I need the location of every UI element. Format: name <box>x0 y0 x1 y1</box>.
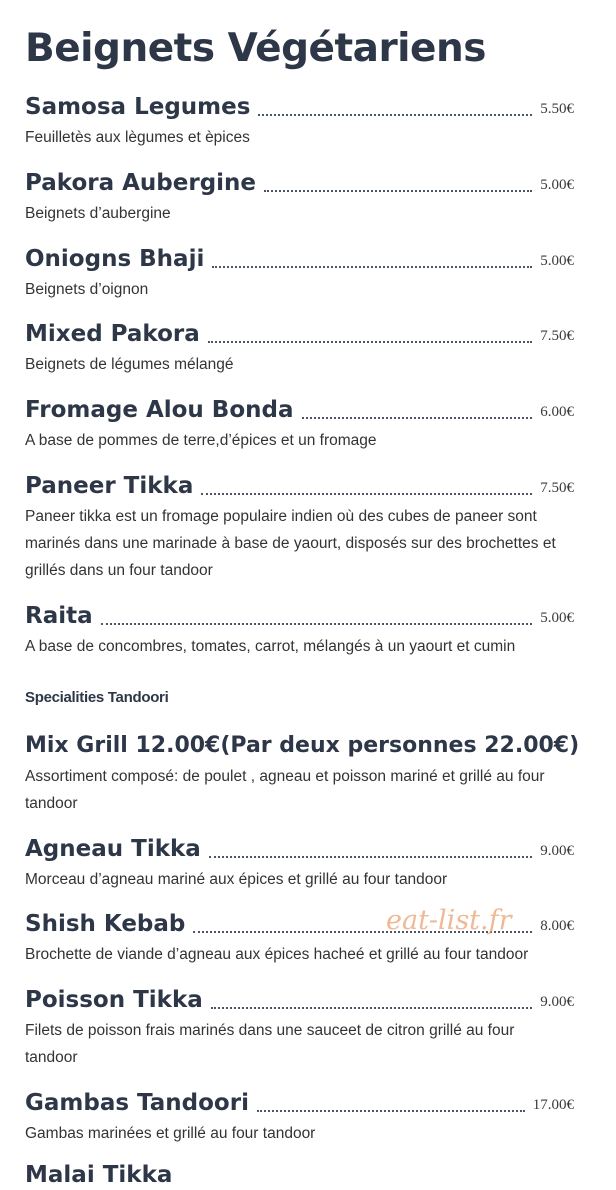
dot-leader <box>209 856 532 858</box>
dot-leader <box>257 1110 525 1112</box>
item-name: Agneau Tikka <box>25 836 201 862</box>
item-price: 5.00€ <box>540 610 574 626</box>
item-price: 5.00€ <box>540 253 574 269</box>
item-price: 9.00€ <box>540 843 574 859</box>
menu-item <box>25 395 574 454</box>
dot-leader <box>208 341 532 343</box>
item-price: 8.00€ <box>540 918 574 934</box>
menu-item <box>25 731 580 817</box>
item-price: 9.00€ <box>540 994 574 1010</box>
item-name: Fromage Alou Bonda <box>25 397 294 423</box>
menu-item <box>25 834 574 893</box>
item-price: 17.00€ <box>532 1097 574 1113</box>
menu-item <box>25 319 574 378</box>
item-description: Gambas marinées et grillé au four tandoor <box>25 1125 316 1142</box>
item-name: Pakora Aubergine <box>25 170 257 196</box>
menu-item <box>25 244 574 303</box>
menu-item <box>25 1088 574 1147</box>
dot-leader <box>264 190 532 192</box>
item-description: Filets de poisson frais marinés dans une sauceet de citron grillé au four tandoor <box>25 1022 515 1066</box>
item-name: Samosa Legumes <box>25 94 251 120</box>
item-name: Mixed Pakora <box>25 321 200 347</box>
item-price: 5.00€ <box>540 177 574 193</box>
item-description: Morceau d’agneau mariné aux épices et grillé au four tandoor <box>25 871 448 888</box>
menu-item <box>25 985 574 1071</box>
item-description: A base de concombres, tomates, carrot, mélangés à un yaourt et cumin <box>25 638 516 655</box>
item-description: Brochette de viande d’agneau aux épices hacheé et grillé au four tandoor <box>25 946 529 963</box>
item-name: Poisson Tikka <box>25 987 203 1013</box>
dot-leader <box>201 493 532 495</box>
item-name: Mix Grill 12.00€(Par deux personnes 22.00€) <box>25 733 580 758</box>
item-name: Gambas Tandoori <box>25 1090 249 1116</box>
item-name: Oniogns Bhaji <box>25 246 205 272</box>
item-description: Beignets d’oignon <box>25 281 149 298</box>
dot-leader <box>302 417 533 419</box>
dot-leader <box>212 266 532 268</box>
item-price: 5.50€ <box>540 101 574 117</box>
dot-leader <box>258 114 532 116</box>
menu-item <box>25 471 574 584</box>
watermark: eat-list.fr <box>386 905 512 936</box>
menu-item <box>25 168 574 227</box>
page-title: Beignets Végétariens <box>25 26 486 71</box>
item-price: 7.50€ <box>540 480 574 496</box>
item-description: Beignets de légumes mélangé <box>25 356 234 373</box>
dot-leader <box>101 623 533 625</box>
item-description: A base de pommes de terre,d’épices et un fromage <box>25 432 377 449</box>
partial-item-name: Malai Tikka <box>25 1162 173 1188</box>
item-description: Feuilletès aux lègumes et èpices <box>25 129 250 146</box>
item-description: Beignets d’aubergine <box>25 205 171 222</box>
item-name: Raita <box>25 603 93 629</box>
menu-item <box>25 92 574 151</box>
section-heading: Specialities Tandoori <box>25 689 169 706</box>
item-name: Shish Kebab <box>25 911 186 937</box>
item-name: Paneer Tikka <box>25 473 194 499</box>
menu-item <box>25 601 574 660</box>
item-description: Paneer tikka est un fromage populaire indien où des cubes de paneer sont marinés dans une marinade à base de yaourt, disposés sur des brochettes et grillés dans un four tandoor <box>25 508 556 579</box>
item-price: 7.50€ <box>540 328 574 344</box>
item-price: 6.00€ <box>540 404 574 420</box>
dot-leader <box>211 1007 532 1009</box>
item-description: Assortiment composé: de poulet , agneau et poisson mariné et grillé au four tandoor <box>25 768 545 812</box>
